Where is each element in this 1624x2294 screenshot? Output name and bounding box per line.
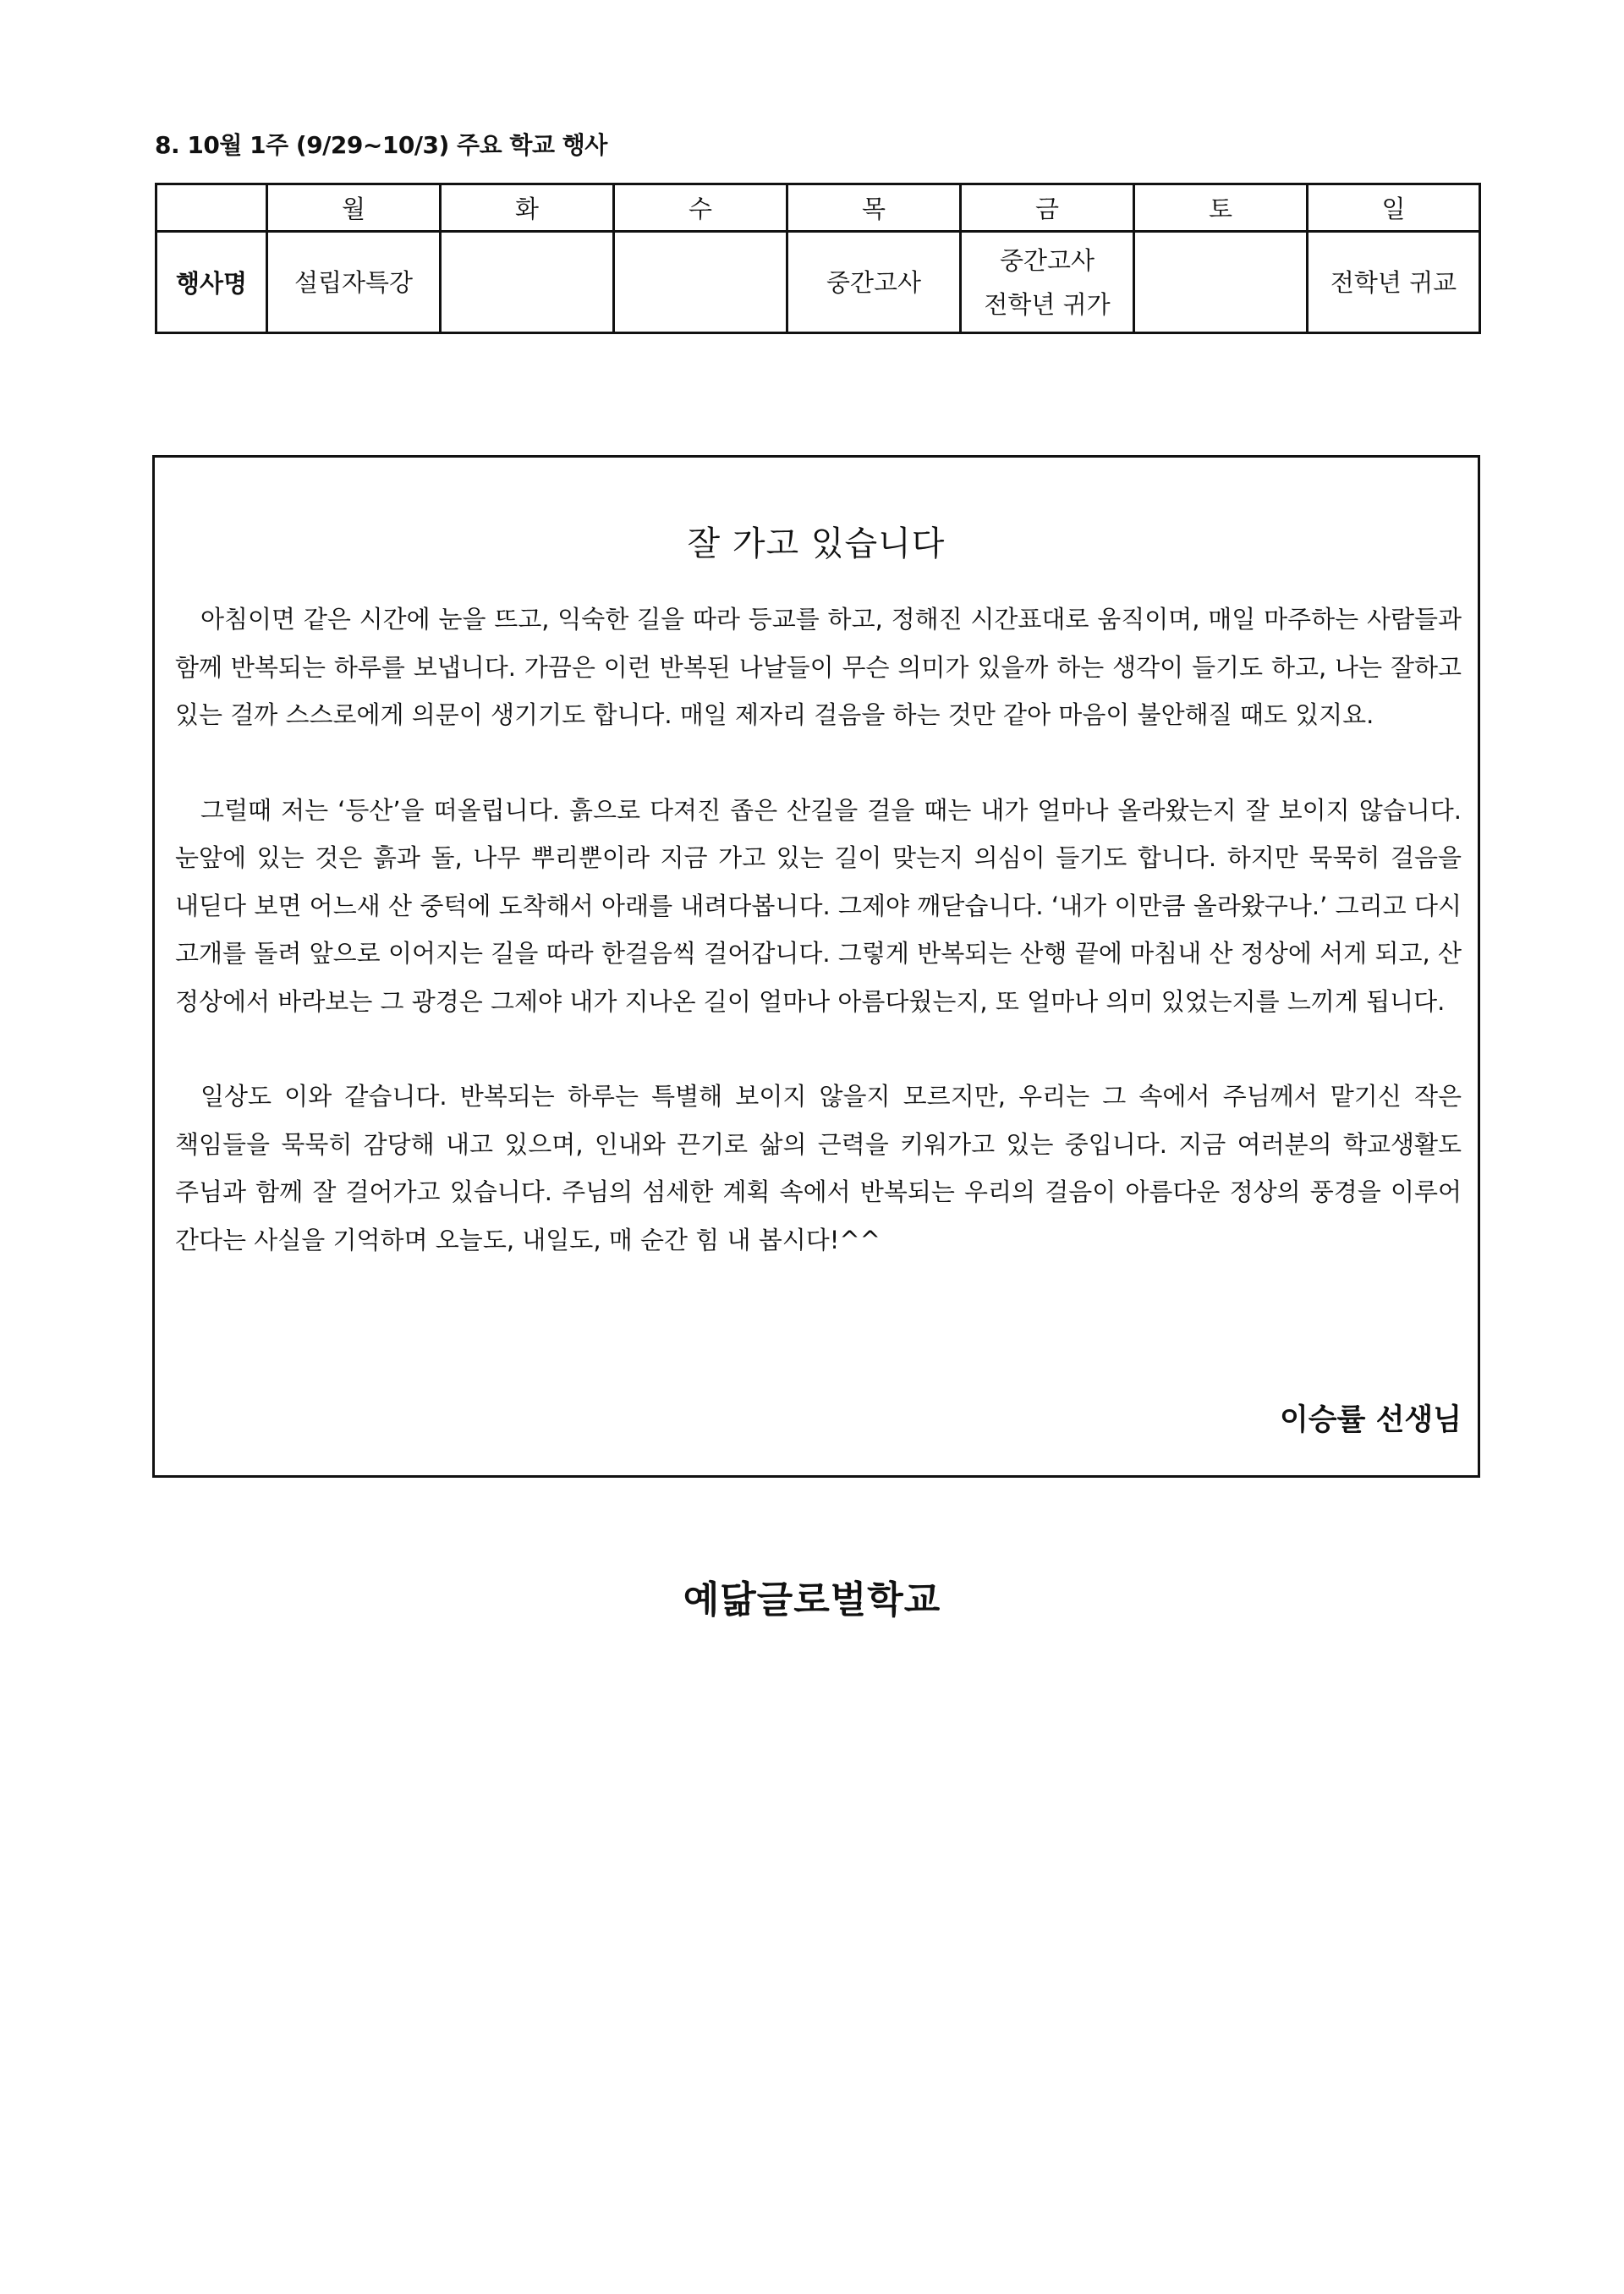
event-text: 전학년 귀교: [1330, 267, 1457, 297]
event-cell-sat: [1134, 232, 1308, 333]
essay-title: 잘 가고 있습니다: [687, 524, 946, 563]
event-cell-sun: [1308, 232, 1480, 333]
essay-paragraph-3: 일상도 이와 같습니다. 반복되는 하루는 특별해 보이지 않을지 모르지만, 우리는 그 속에서 주님께서 맡기신 작은 책임들을 묵묵히 감당해 내고 있으며, 인내와 끈기로 삶의 근력을 키워가고 있는 중입니다. 지금 여러분의 학교생활도 주님과 함께 잘 걸어가고 있습니다. 주님의 섬세한 계획 속에서 반복되는 우리의 걸음이 아름다운 정상의 풍경을 이루어 간다는 사실을 기억하며 오늘도, 내일도, 매 순간 힘 내 봅시다!^^: [175, 1082, 1462, 1254]
day-header-sat: 토: [1134, 184, 1308, 232]
essay-signature: 이승률 선생님: [1279, 1403, 1462, 1437]
row-label-event-name: 행사명: [156, 232, 267, 333]
event-cell-tue: [441, 232, 614, 333]
day-header-thu: 목: [787, 184, 961, 232]
day-header-wed: 수: [614, 184, 787, 232]
table-row: [156, 232, 1480, 333]
essay-body: [175, 595, 1462, 1311]
day-header-sun: 일: [1308, 184, 1480, 232]
essay-box: [152, 455, 1480, 1478]
weekly-events-table: [155, 183, 1481, 334]
event-cell-wed: [614, 232, 787, 333]
essay-paragraph-2: 그럴때 저는 ‘등산’을 떠올립니다. 흙으로 다져진 좁은 산길을 걸을 때는 내가 얼마나 올라왔는지 잘 보이지 않습니다. 눈앞에 있는 것은 흙과 돌, 나무 뿌리뿐이라 지금 가고 있는 길이 맞는지 의심이 들기도 합니다. 하지만 묵묵히 걸음을 내딛다 보면 어느새 산 중턱에 도착해서 아래를 내려다봅니다. 그제야 깨닫습니다. ‘내가 이만큼 올라왔구나.’ 그리고 다시 고개를 돌려 앞으로 이어지는 길을 따라 한걸음씩 걸어갑니다. 그렇게 반복되는 산행 끝에 마침내 산 정상에 서게 되고, 산 정상에서 바라보는 그 광경은 그제야 내가 지나온 길이 얼마나 아름다웠는지, 또 얼마나 의미 있었는지를 느끼게 됩니다.: [175, 795, 1462, 1016]
table-header-row: [156, 184, 1480, 232]
day-header-mon: 월: [267, 184, 441, 232]
school-name: 예닮글로벌학교: [683, 1578, 941, 1622]
event-text: 중간고사: [826, 267, 922, 297]
day-header-fri: 금: [961, 184, 1134, 232]
event-cell-mon: [267, 232, 441, 333]
event-text: 설립자특강: [294, 267, 414, 297]
event-text: 전학년 귀가: [984, 289, 1111, 319]
event-cell-fri: [961, 232, 1134, 333]
day-header-tue: 화: [441, 184, 614, 232]
event-text: 중간고사: [999, 245, 1095, 275]
essay-paragraph-1: 아침이면 같은 시간에 눈을 뜨고, 익숙한 길을 따라 등교를 하고, 정해진 시간표대로 움직이며, 매일 마주하는 사람들과 함께 반복되는 하루를 보냅니다. 가끔은 이런 반복된 나날들이 무슨 의미가 있을까 하는 생각이 들기도 하고, 나는 잘하고 있는 걸까 스스로에게 의문이 생기기도 합니다. 매일 제자리 걸음을 하는 것만 같아 마음이 불안해질 때도 있지요.: [175, 605, 1462, 729]
events-heading: 8. 10월 1주 (9/29~10/3) 주요 학교 행사: [155, 131, 607, 159]
event-cell-thu: [787, 232, 961, 333]
header-corner-cell: [156, 184, 267, 232]
